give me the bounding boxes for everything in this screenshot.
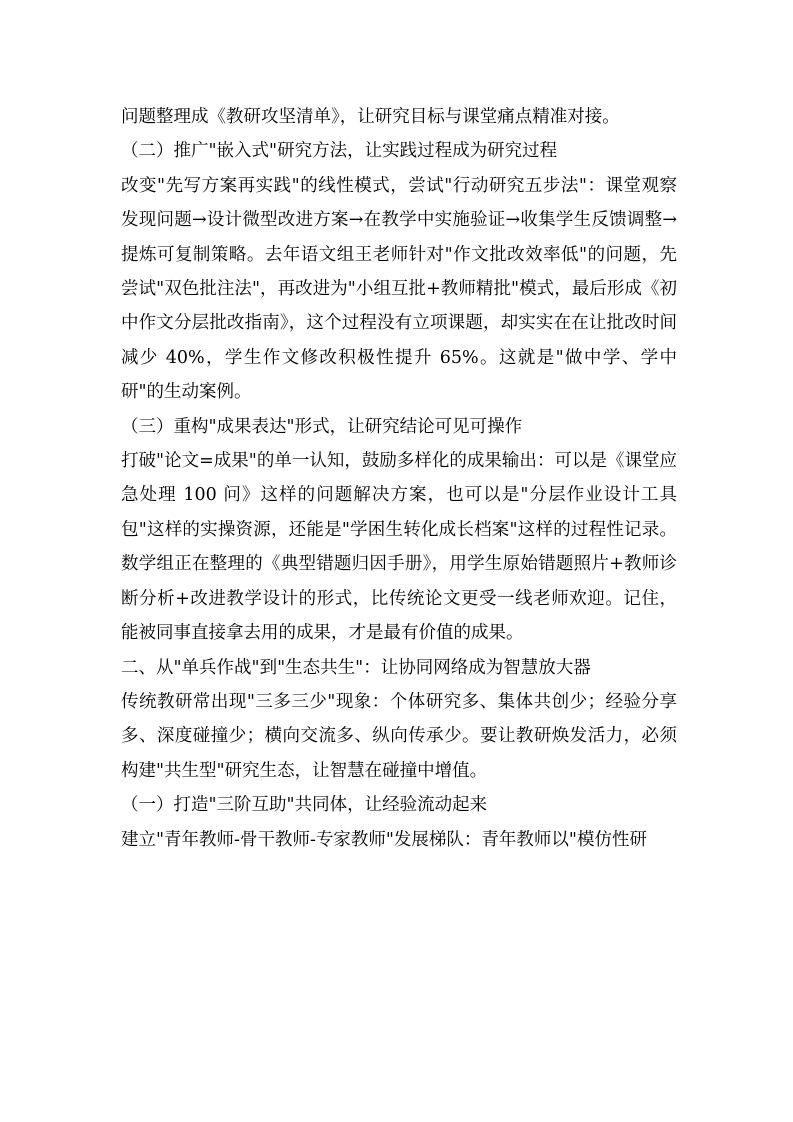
body-paragraph: 打破"论文=成果"的单一认知，鼓励多样化的成果输出：可以是《课堂应急处理 100 问》这样的问题解决方案，也可以是"分层作业设计工具包"这样的实操资源，还能是"学困生转化成长档案"这样的过程性记录。数学组正在整理的《典型错题归因手册》，用学生原始错题照片+教师诊断分析+改进教学设计的形式，比传统论文更受一线老师欢迎。记住，能被同事直接拿去用的成果，才是最有价值的成果。 [121,451,677,644]
section-subheading: （二）推广"嵌入式"研究方法，让实践过程成为研究过程 [121,141,558,162]
body-paragraph: 传统教研常出现"三多三少"现象：个体研究多、集体共创少；经验分享多、深度碰撞少；横向交流多、纵向传承少。要让教研焕发活力，必须构建"共生型"研究生态，让智慧在碰撞中增值。 [121,691,677,781]
section-subheading: （三）重构"成果表达"形式，让研究结论可见可操作 [121,416,523,437]
body-paragraph: 问题整理成《教研攻坚清单》，让研究目标与课堂痛点精准对接。 [121,107,620,127]
body-paragraph: 改变"先写方案再实践"的线性模式，尝试"行动研究五步法"：课堂观察发现问题→设计微型改进方案→在教学中实施验证→收集学生反馈调整→提炼可复制策略。去年语文组王老师针对"作文批改效率低"的问题，先尝试"双色批注法"，再改进为"小组互批+教师精批"模式，最后形成《初中作文分层批改指南》，这个过程没有立项课题，却实实在在让批改时间减少 40%，学生作文修改积极性提升 65%。这就是"做中学、学中研"的生动案例。 [121,175,677,403]
body-paragraph: 建立"青年教师-骨干教师-专家教师"发展梯队：青年教师以"模仿性研 [121,829,647,850]
section-subheading: （一）打造"三阶互助"共同体，让经验流动起来 [121,795,488,816]
section-heading: 二、从"单兵作战"到"生态共生"：让协同网络成为智慧放大器 [121,657,591,678]
document-page [121,100,677,857]
